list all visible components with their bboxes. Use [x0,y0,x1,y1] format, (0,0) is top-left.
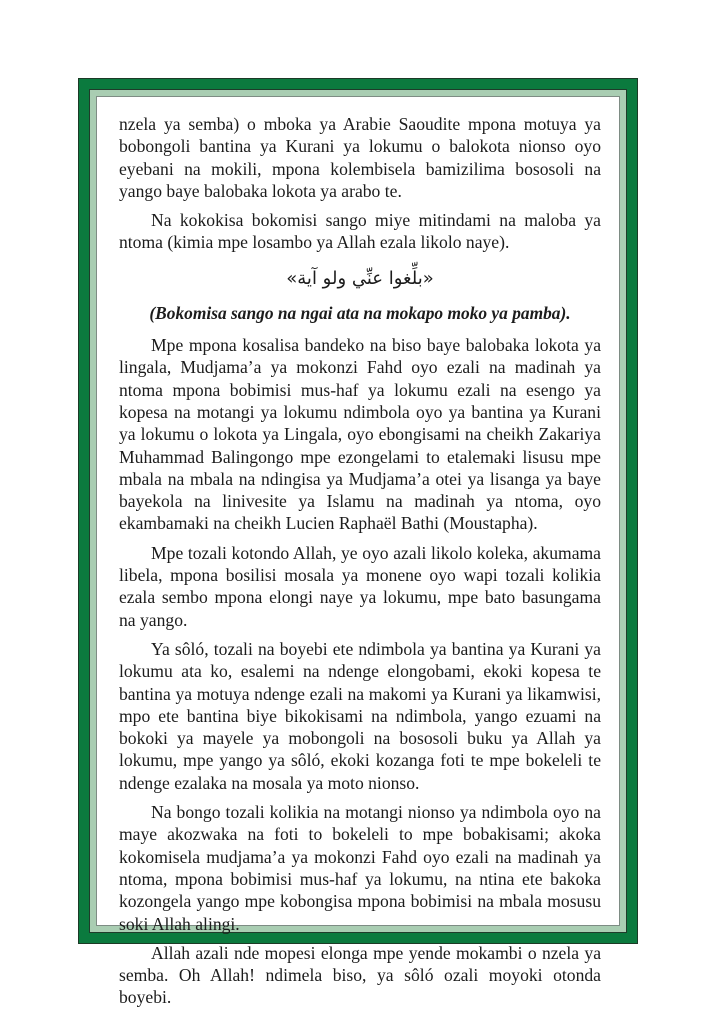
paragraph-translation-credits: Mpe mpona kosalisa bandeko na biso baye balobaka lokota ya lingala, Mudjama’a ya mokonzi Fahd oyo ezali na madinah ya ntoma mpona bobimisi mus-haf ya lokumu ezali na esengo ya kopesa na motangi ya lokumu ndimbola oyo ya bantina ya Kurani ya lokumu o lokota ya Lingala, oyo ebongisami na cheikh Zakariya Muhammad Balingongo mpe ezongelami to etalemaki lisusu mpe mbala na mbala na ndingisa ya Mudjama’a otei ya lisanga ya baye bayekola na linivesite ya Islamu na madinah ya ntoma, oyo ekambamaki na cheikh Lucien Raphaël Bathi (Moustapha). [119,335,601,534]
page-text [119,113,601,1016]
paragraph-continuation: nzela ya semba) o mboka ya Arabie Saoudite mpona motuya ya bobongoli bantina ya Kurani ya lokumu o balokota nionso oyo eyebani na mokili, mpona kolembisela bamizilima bososoli na yango baye balobaka lokota ya arabo te. [119,114,601,201]
paragraph-intro-hadith: Na kokokisa bokomisi sango miye mitindami na maloba ya ntoma (kimia mpe losambo ya Allah ezala likolo naye). [119,210,601,253]
hadith-translation: (Bokomisa sango na ngai ata na mokapo moko ya pamba). [149,302,571,323]
arabic-hadith-quote: «بلِّغوا عنِّي ولو آية» [286,267,434,289]
paragraph-disclaimer: Ya sôló, tozali na boyebi ete ndimbola ya bantina ya Kurani ya lokumu ata ko, esalemi na ndenge elongobami, ekoki kopesa te bantina ya motuya ndenge ezali na makomi ya Kurani ya likamwisi, mpo ete bantina biye bikokisami na ndimbola, yango ezuami na bokoki ya mayele ya mobongoli na bososoli buku ya Allah ya lokumu, mpe yango ya sôló, ekoki kozanga foti te mpe bokeleli te ndenge ezalaka na mosala ya moto nionso. [119,638,601,793]
page-border-outer [78,78,638,1008]
paragraph-feedback-request: Na bongo tozali kolikia na motangi nionso ya ndimbola oyo na maye akozwaka na foti to bokeleli to mpe bobakisami; akoka kokomisela mudjama’a ya mokonzi Fahd oyo ezali na madinah ya ntoma, mpona bobimisi mus-haf ya lokumu, na ntina ete bakoka kozongela yango mpe kobongisa mpona bobimisi na mbala mosusu soki Allah alingi. [119,802,601,934]
paragraph-thanks: Mpe tozali kotondo Allah, ye oyo azali likolo koleka, akumama libela, mpona bosilisi mosala ya monene oyo wapi tozali kolikia ezala sembo mpona elongi naye ya lokumu, mpe bato basungama na yango. [119,542,601,630]
page-content-area [96,96,620,1008]
paragraph-closing-prayer: Allah azali nde mopesi elonga mpe yende mokambi o nzela ya semba. Oh Allah! ndimela biso, ya sôló ozali moyoki otonda boyebi. [119,942,601,1008]
page-border-middle [89,89,627,1008]
